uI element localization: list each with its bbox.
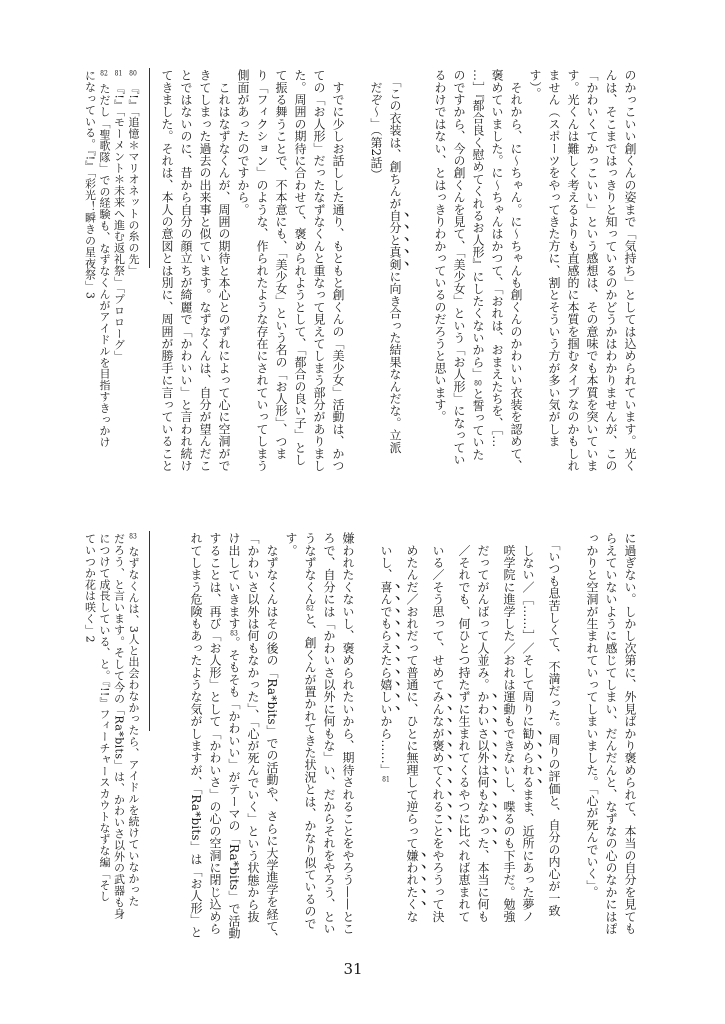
text-line: [468, 69, 487, 485]
text-segment: それから、に～ちゃん。に～ちゃんも創くんのかわいい衣装を認めて、: [509, 69, 523, 472]
emphasized-text: かわいさ以外は何もなかった: [476, 690, 490, 850]
footnote-number: 81: [114, 70, 123, 77]
text-segment: ／それでも、何ひとつ持たずに生まれてくるやつに比べれば恵まれて: [457, 532, 471, 923]
text-line: [563, 532, 582, 948]
text-line: [319, 532, 338, 948]
text-line: [385, 69, 411, 485]
text-line: [224, 532, 243, 948]
text-segment: すでに少しお話しした通り、もともと創くんの「美少女」活動は、かつ: [331, 69, 345, 472]
footnote-text: につけて成長している、と。『!!』フィーチャースカウトなずな編「そし: [98, 533, 111, 902]
text-segment: 「かわいくてかっこいい」という感想は、その意味でも本質を突いていま: [585, 69, 599, 472]
text-line: [243, 532, 262, 948]
text-segment: す。光くんは難しく考えるよりも直感的に本質を掴むタイプなのかもしれ: [566, 69, 580, 472]
text-segment: に向き合った結果なんだな。立派: [388, 270, 402, 454]
footnote-number: 83: [129, 533, 137, 540]
text-line: [176, 69, 195, 485]
text-segment: ません（スポーツをやってきた方に、割とそういう方が多い気がしま: [547, 69, 561, 448]
footnote-text: になっている。『!』「彩光！瞬きの星夜祭」3: [83, 70, 97, 300]
emphasized-text: 勧められる: [521, 727, 535, 789]
text-line: [454, 532, 473, 948]
footnote-text: だろう、と言います。そして今の「Ra*bits」は、かわいさ以外の武器も身: [112, 533, 126, 920]
text-line: [338, 532, 357, 948]
text-line: [271, 69, 290, 485]
footnote-line: [126, 70, 141, 484]
lower-footnotes: [82, 533, 140, 947]
text-line: [262, 532, 281, 948]
text-line: [157, 69, 176, 485]
text-line: [366, 69, 385, 485]
footnote-text: なずなくんは、3人と出会わなかったら、アイドルを続けていなかった: [127, 546, 140, 907]
text-line: [252, 69, 271, 485]
text-line: [582, 69, 601, 485]
text-segment: のですから、今の創くんを見て、「美少女」という「お人形」になってい: [452, 69, 466, 466]
text-segment: るわけではない、とはっきりわかっているのだろうと思います。: [433, 69, 447, 423]
footnote-divider: [149, 68, 150, 268]
text-segment: 「この衣装は、創ちんが: [388, 69, 402, 210]
text-line: [518, 532, 544, 948]
text-line: [430, 69, 449, 485]
text-segment: な: [405, 910, 419, 923]
footnote-line: [111, 70, 126, 484]
lower-body-text: [186, 532, 639, 948]
text-segment: まま、近所にあった夢ノ: [521, 788, 535, 923]
text-segment: から……」: [379, 715, 393, 777]
text-segment: することは、再び「お人形」として「かわいさ」の心の空洞に閉じ込めら: [208, 532, 222, 935]
text-line: [525, 69, 544, 485]
text-segment: だってがんばって人並み。: [476, 532, 490, 691]
text-line: [601, 69, 620, 485]
upper-footnotes: [82, 70, 140, 484]
text-line: [620, 69, 639, 485]
text-line: [428, 532, 454, 948]
text-line: [290, 69, 309, 485]
footnote-line: [97, 70, 112, 484]
text-line: [487, 69, 506, 485]
text-segment: っかりと空洞が生まれていってしまいました。「心が死んでいく」。: [585, 532, 599, 899]
footnote-reference: 82: [306, 605, 314, 613]
text-line: [214, 69, 233, 485]
text-segment: ての「お人形」だったなずなくんと重なって見えてしまう部分がありまし: [312, 69, 326, 472]
text-line: [411, 69, 430, 485]
text-segment: これはなずなくんが、周囲の期待と本心とのずれによって心に空洞がで: [217, 69, 231, 472]
text-segment: り「フィクション」のような、作られたような存在にされていってしまう: [255, 69, 269, 472]
text-line: [473, 532, 499, 948]
text-line: [620, 532, 639, 948]
text-line: [499, 532, 518, 948]
text-segment: と誓っていた: [471, 387, 485, 461]
footnote-divider: [149, 531, 150, 731]
text-line: [205, 532, 224, 948]
text-segment: うなずなくん: [303, 532, 317, 606]
footnote-reference: 80: [474, 380, 482, 388]
text-line: [233, 69, 252, 485]
text-segment: と、創くんが置かれてきた状況とは、かなり似ているので: [303, 612, 317, 930]
text-segment: 。そもそも「かわいい」がテーマの「Ra*bits」で活動: [227, 636, 241, 940]
text-line: [357, 532, 376, 948]
text-segment: け出していきます: [227, 532, 241, 630]
footnote-line: [82, 533, 97, 947]
footnote-reference: 81: [382, 776, 390, 784]
text-segment: をやろうって決: [431, 837, 445, 923]
emphasized-text: 喜んでもらえたら嬉しい: [379, 580, 393, 716]
text-line: [281, 532, 300, 948]
text-segment: しない／［……］／そして周りに: [521, 532, 535, 728]
footnote-line: [97, 533, 112, 947]
text-line: [309, 69, 328, 485]
text-line: [544, 532, 563, 948]
text-line: [402, 532, 428, 948]
footnote-line: [111, 533, 126, 947]
text-segment: のかっこいい創くんの姿まで「気持ち」としては込められています。光く: [623, 69, 637, 472]
text-segment: なずなくんはその後の「Ra*bits」での活動や、さらに大学進学を経て、: [265, 532, 279, 945]
text-segment: て振る舞うことで、不本意にも、「美少女」という名の「お人形」、つま: [274, 69, 288, 460]
text-line: [186, 532, 205, 948]
text-line: [506, 69, 525, 485]
footnote-text: 『!』「モーメント＊未来へ進む返礼祭」「プロローグ」: [112, 83, 126, 362]
text-line: [544, 69, 563, 485]
text-line: [195, 69, 214, 485]
text-line: [347, 69, 366, 485]
footnote-number: 80: [129, 70, 137, 77]
text-line: [328, 69, 347, 485]
text-segment: 嫌われたくないし、褒められたいから、期待されることをやろう——とこ: [341, 532, 355, 935]
footnote-text: 『!』「追憶＊マリオネットの糸の先」: [127, 83, 140, 277]
text-segment: 褒めていました。に～ちゃんはかつて、「おれは、おまえたちを、［…: [490, 69, 504, 448]
text-line: [582, 532, 601, 948]
page-number: 31: [343, 960, 363, 978]
text-segment: 咲学院に進学した／おれは運動もできないし、喋るのも下手だ。勉強: [502, 532, 516, 923]
text-segment: とではないのに、昔から自分の顔立ちが綺麗で「かわいい」と言われ続け: [179, 69, 193, 472]
text-segment: 側面があったのですから。: [236, 69, 250, 216]
text-segment: に過ぎない。しかし次第に、外見ばかり褒められて、本当の自分を見ても: [623, 532, 637, 935]
text-segment: 、本当に何も: [476, 849, 490, 923]
text-segment: めたんだ／おれだって普通に、ひとに無理して逆らって: [405, 532, 419, 850]
text-segment: 「かわいさ以外は何もなかった」、「心が死んでいく」という状態から抜: [246, 532, 260, 923]
text-segment: す）。: [528, 69, 542, 100]
text-segment: いし、: [379, 532, 393, 581]
text-segment: れてしまう危険もあったような気がしますが、「Ra*bits」は「お人形」と: [189, 532, 203, 939]
text-segment: ろで、自分には「かわいさ以外に何もな」い、だからそれをやろう、とい: [322, 532, 336, 935]
text-line: [601, 532, 620, 948]
text-segment: だぞ～」（第2話）: [369, 69, 383, 181]
footnote-text: ていつか花は咲く」2: [83, 533, 97, 643]
text-segment: きてしまった過去の出来事と似ています。なずなくんは、自分が望んだこ: [198, 69, 212, 472]
emphasized-text: みんなが褒めてくれること: [431, 690, 445, 838]
text-line: [449, 69, 468, 485]
footnote-line: [82, 70, 97, 484]
footnote-line: [126, 533, 141, 947]
text-line: [376, 532, 402, 948]
text-segment: いる／そう思って、せめて: [431, 532, 445, 691]
text-segment: …］『都合良く慰めてくれるお人形』にしたくないから」: [471, 69, 485, 381]
text-line: [300, 532, 319, 948]
footnote-text: ただし「聖歌隊」での経験も、なずなくんがアイドルを目指すきっかけ: [98, 83, 111, 448]
text-segment: んは、そこまではっきりと知っているのかどうかはわかりませんが、この: [604, 69, 618, 472]
footnote-reference: 83: [230, 629, 238, 637]
emphasized-text: 嫌われたく: [405, 849, 419, 911]
text-segment: 「いつも息苦しくて、不満だった。周りの評価と、自分の内心が一致: [547, 532, 561, 917]
upper-body-text: [157, 69, 639, 485]
text-line: [563, 69, 582, 485]
emphasized-text: 自分と真剣: [388, 209, 402, 271]
text-segment: らえていないように感じてしまい、だんだんと、なずなの心のなかにはぽ: [604, 532, 618, 935]
footnote-number: 82: [100, 70, 108, 77]
text-segment: す。: [284, 532, 298, 557]
text-segment: てきました。それは、本人の意図とは別に、周囲が勝手に言っていること: [160, 69, 174, 472]
text-segment: た。周囲の期待に合わせて、褒められようとして、「都合の良い子」とし: [293, 69, 307, 466]
